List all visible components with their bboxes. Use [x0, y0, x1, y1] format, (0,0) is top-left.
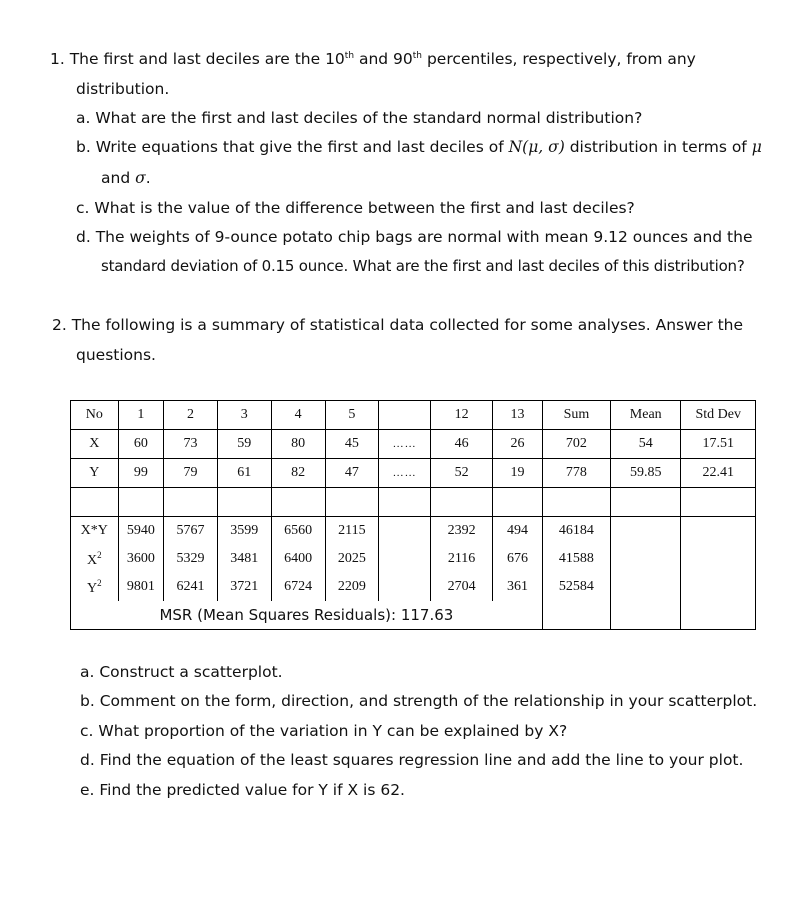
cell: $X^2$: [71, 545, 119, 573]
cell: 5329: [164, 545, 218, 573]
q2-b: b. Comment on the form, direction, and strength of the relationship in your scatterplot.: [80, 692, 758, 710]
cell: 702: [542, 430, 610, 459]
cell: 60: [118, 430, 164, 459]
cell: 5767: [164, 517, 218, 546]
q1-b: b. Write equations that give the first and last deciles of N(μ, σ) distribution in terms of μ: [76, 138, 762, 156]
q1-d2: standard deviation of 0.15 ounce. What are the first and last deciles of this distribution?: [101, 257, 745, 275]
cell: 361: [493, 573, 543, 601]
cell: 9801: [118, 573, 164, 601]
cell: 4: [271, 401, 325, 430]
cell: 3481: [217, 545, 271, 573]
q1-c: c. What is the value of the difference between the first and last deciles?: [76, 199, 635, 217]
msr-note: MSR (Mean Squares Residuals): 117.63: [71, 601, 543, 630]
cell: 13: [493, 401, 543, 430]
cell: [379, 517, 431, 546]
x-row: [71, 430, 756, 459]
cell: $Y^2$: [71, 573, 119, 601]
cell: ……: [379, 430, 431, 459]
cell: 17.51: [681, 430, 756, 459]
cell: 52584: [542, 573, 610, 601]
xy-row: [71, 517, 756, 546]
cell: 6241: [164, 573, 218, 601]
cell: 99: [118, 459, 164, 488]
cell: 2392: [431, 517, 493, 546]
cell: ……: [379, 459, 431, 488]
cell: 2025: [325, 545, 379, 573]
cell: 22.41: [681, 459, 756, 488]
cell: 2115: [325, 517, 379, 546]
x2-row: [71, 545, 756, 573]
cell: 54: [611, 430, 681, 459]
q1-line1: 1. The first and last deciles are the 10th and 90th percentiles, respectively, from any: [50, 50, 696, 68]
cell: 61: [217, 459, 271, 488]
cell: 5940: [118, 517, 164, 546]
cell: 52: [431, 459, 493, 488]
cell: 494: [493, 517, 543, 546]
cell: 5: [325, 401, 379, 430]
blank-row: [71, 488, 756, 517]
q2-c: c. What proportion of the variation in Y can be explained by X?: [80, 722, 568, 740]
cell: X*Y: [71, 517, 119, 546]
y-row: [71, 459, 756, 488]
cell: 41588: [542, 545, 610, 573]
cell: Mean: [611, 401, 681, 430]
cell: 59.85: [611, 459, 681, 488]
q2-d: d. Find the equation of the least squares regression line and add the line to your plot.: [80, 751, 744, 769]
cell: X: [71, 430, 119, 459]
cell: 2116: [431, 545, 493, 573]
cell: 3600: [118, 545, 164, 573]
q2-a: a. Construct a scatterplot.: [80, 663, 283, 681]
cell: 3599: [217, 517, 271, 546]
cell: 79: [164, 459, 218, 488]
q2-line2: questions.: [76, 346, 156, 364]
cell: [379, 401, 431, 430]
cell: 82: [271, 459, 325, 488]
cell: 6400: [271, 545, 325, 573]
cell: 778: [542, 459, 610, 488]
q1-line2: distribution.: [76, 80, 170, 98]
cell: 26: [493, 430, 543, 459]
data-table: [70, 400, 756, 630]
msr-row: [71, 601, 756, 630]
cell: 1: [118, 401, 164, 430]
cell: 2: [164, 401, 218, 430]
cell: 6724: [271, 573, 325, 601]
cell: 47: [325, 459, 379, 488]
cell: No: [71, 401, 119, 430]
y2-row: [71, 573, 756, 601]
q1-a: a. What are the first and last deciles of the standard normal distribution?: [76, 109, 643, 127]
q2-e: e. Find the predicted value for Y if X is 62.: [80, 781, 405, 799]
cell: 46184: [542, 517, 610, 546]
cell: [379, 545, 431, 573]
q2-line1: 2. The following is a summary of statistical data collected for some analyses. Answer the: [52, 316, 744, 334]
cell: 3: [217, 401, 271, 430]
cell: 45: [325, 430, 379, 459]
cell: [379, 573, 431, 601]
cell: Y: [71, 459, 119, 488]
cell: 59: [217, 430, 271, 459]
q1-b2: and σ.: [101, 169, 151, 187]
cell: Std Dev: [681, 401, 756, 430]
cell: 80: [271, 430, 325, 459]
cell: 2704: [431, 573, 493, 601]
cell: 12: [431, 401, 493, 430]
cell: 46: [431, 430, 493, 459]
cell: 6560: [271, 517, 325, 546]
cell: 73: [164, 430, 218, 459]
cell: Sum: [542, 401, 610, 430]
cell: 19: [493, 459, 543, 488]
header-row: [71, 401, 756, 430]
cell: 2209: [325, 573, 379, 601]
cell: 3721: [217, 573, 271, 601]
q1-d1: d. The weights of 9-ounce potato chip bags are normal with mean 9.12 ounces and the: [76, 228, 753, 246]
cell: 676: [493, 545, 543, 573]
